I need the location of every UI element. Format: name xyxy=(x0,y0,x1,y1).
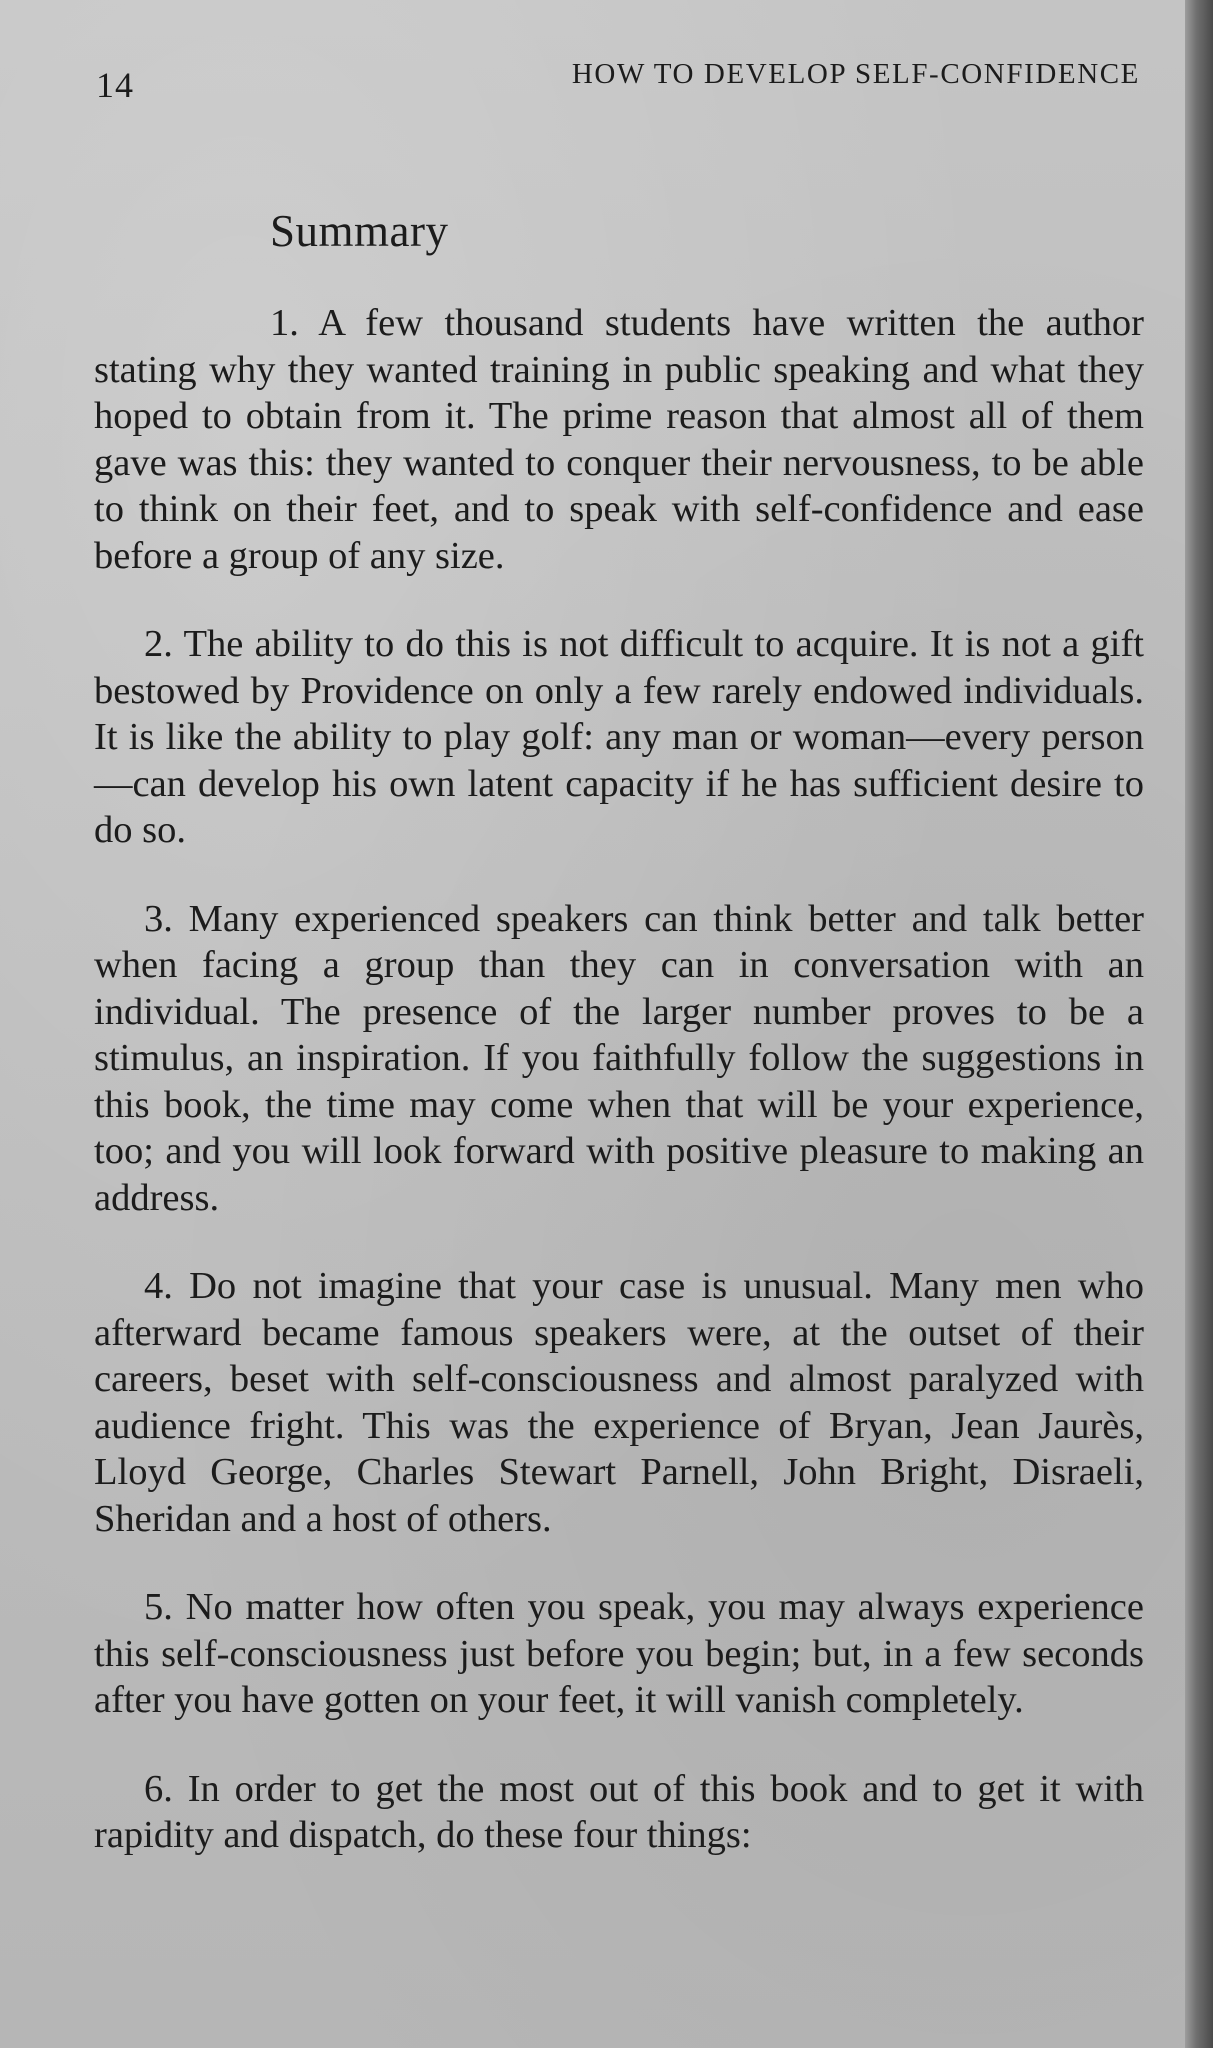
summary-item-6: 6. In order to get the most out of this book and to get it with rapidity and dispatch, do these four things: xyxy=(94,1767,1144,1856)
running-head: HOW TO DEVELOP SELF-CONFIDENCE xyxy=(571,58,1140,90)
summary-item-4: 4. Do not imagine that your case is unusual. Many men who afterward became famous speakers were, at the outset of their careers, beset with self-consciousness and almost paralyzed with audience fright. This was the experience of Bryan, Jean Jaurès, Lloyd George, Charles Stewart Parnell, John Bright, Disraeli, Sheridan and a host of others. xyxy=(94,1265,1144,1540)
page-number: 14 xyxy=(96,65,134,105)
summary-item-2: 2. The ability to do this is not difficult to acquire. It is not a gift bestowed by Providence on only a few rarely endowed individuals. It is like the ability to play golf: any man or woman—every person—can develop his own latent capacity if he has sufficient desire to do so. xyxy=(94,623,1144,851)
summary-item-1: 1. A few thousand students have written the author stating why they wanted training in public speaking and what they hoped to obtain from it. The prime reason that almost all of them gave was this: they wanted to conquer their nervousness, to be able to think on their feet, and to speak with self-confidence and ease before a group of any size. xyxy=(94,302,1144,577)
summary-item-5: 5. No matter how often you speak, you may always experience this self-consciousness just before you begin; but, in a few seconds after you have gotten on your feet, it will vanish completely. xyxy=(94,1586,1144,1721)
summary-list xyxy=(94,300,1144,1901)
book-spine-shadow xyxy=(1185,0,1213,2048)
summary-item-3: 3. Many experienced speakers can think better and talk better when facing a group than they can in conversation with an individual. The presence of the larger number proves to be a stimulus, an inspiration. If you faithfully follow the suggestions in this book, the time may come when that will be your experience, too; and you will look forward with positive pleasure to making an address. xyxy=(94,897,1144,1219)
section-title: Summary xyxy=(270,206,449,256)
page-header xyxy=(96,58,1140,108)
